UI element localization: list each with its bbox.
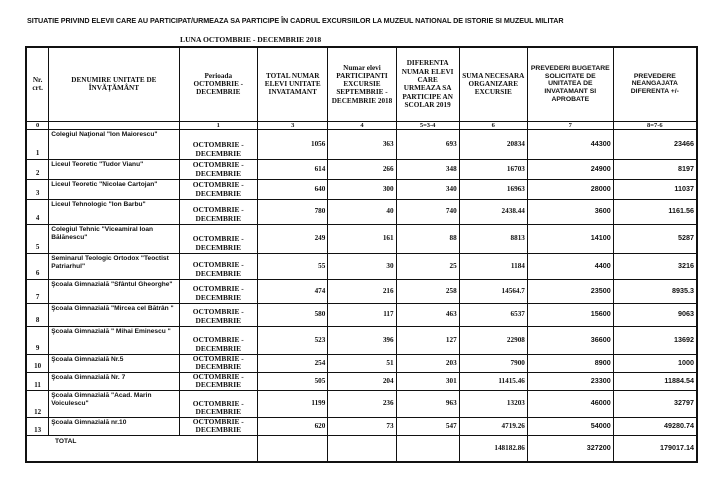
row-number-cell: 10 [26, 354, 49, 372]
school-name-cell: Colegiul Naţional "Ion Maiorescu" [49, 129, 179, 159]
period-cell: OCTOMBRIE - DECEMBRIE [179, 279, 258, 303]
school-name-cell: Şcoala Gimnazială nr.10 [49, 417, 179, 435]
row-number-cell: 13 [26, 417, 49, 435]
period-cell: OCTOMBRIE - DECEMBRIE [179, 129, 258, 159]
row-number-cell: 4 [26, 199, 49, 224]
table-row [26, 279, 697, 303]
approved-budget-cell: 8900 [527, 354, 613, 372]
unallocated-difference-cell: 11884.54 [613, 372, 697, 390]
unallocated-difference-cell: 13692 [613, 326, 697, 354]
difference-cell: 127 [396, 326, 459, 354]
participants-cell: 363 [328, 129, 396, 159]
approved-budget-cell: 46000 [527, 390, 613, 417]
participants-cell: 40 [328, 199, 396, 224]
approved-budget-cell: 4400 [527, 253, 613, 279]
approved-budget-cell: 24900 [527, 159, 613, 179]
table-row [26, 390, 697, 417]
approved-budget-cell: 28000 [527, 179, 613, 199]
unallocated-difference-cell: 1161.56 [613, 199, 697, 224]
header-row [26, 47, 697, 121]
period-cell: OCTOMBRIE - DECEMBRIE [179, 372, 258, 390]
school-name-cell: Şcoala Gimnazială Nr. 7 [49, 372, 179, 390]
difference-cell: 463 [396, 303, 459, 326]
document-title: SITUATIE PRIVIND ELEVII CARE AU PARTICIPAT/URMEAZA SA PARTICIPE ÎN CADRUL EXCURSIILOR LA MUZEUL NATIONAL DE ISTORIE SI MUZEUL MILITAR [27, 16, 564, 25]
unallocated-difference-cell: 8197 [613, 159, 697, 179]
total-budget-cell: 327200 [527, 435, 613, 462]
total-students-cell: 254 [258, 354, 328, 372]
required-sum-cell: 14564.7 [459, 279, 527, 303]
index-cell: 7 [527, 121, 613, 129]
period-cell: OCTOMBRIE - DECEMBRIE [179, 224, 258, 253]
difference-cell: 340 [396, 179, 459, 199]
difference-cell: 88 [396, 224, 459, 253]
total-students-cell: 614 [258, 159, 328, 179]
difference-cell: 547 [396, 417, 459, 435]
header-difference: DIFERENTA NUMAR ELEVI CARE URMEAZA SA PARTICIPE AN SCOLAR 2019 [396, 47, 459, 121]
header-unallocated: PREVEDERE NEANGAJATA DIFERENTA +/- [613, 47, 697, 121]
table-row [26, 372, 697, 390]
table-row [26, 354, 697, 372]
period-cell: OCTOMBRIE - DECEMBRIE [179, 303, 258, 326]
participants-cell: 117 [328, 303, 396, 326]
row-number-cell: 9 [26, 326, 49, 354]
row-number-cell: 7 [26, 279, 49, 303]
header-nr: Nr. crt. [26, 47, 49, 121]
period-cell: OCTOMBRIE - DECEMBRIE [179, 199, 258, 224]
required-sum-cell: 7900 [459, 354, 527, 372]
total-students-cell: 249 [258, 224, 328, 253]
row-number-cell: 5 [26, 224, 49, 253]
index-cell [49, 121, 179, 129]
school-name-cell: Liceul Tehnologic "Ion Barbu" [49, 199, 179, 224]
period-cell: OCTOMBRIE - DECEMBRIE [179, 390, 258, 417]
required-sum-cell: 11415.46 [459, 372, 527, 390]
school-name-cell: Liceul Teoretic "Nicolae Cartojan" [49, 179, 179, 199]
index-cell: 1 [179, 121, 258, 129]
row-number-cell: 2 [26, 159, 49, 179]
total-row [26, 435, 697, 462]
index-cell: 8=7-6 [613, 121, 697, 129]
unallocated-difference-cell: 3216 [613, 253, 697, 279]
table-row [26, 199, 697, 224]
row-number-cell: 6 [26, 253, 49, 279]
row-number-cell: 1 [26, 129, 49, 159]
table-row [26, 159, 697, 179]
participants-cell: 300 [328, 179, 396, 199]
unallocated-difference-cell: 32797 [613, 390, 697, 417]
unallocated-difference-cell: 23466 [613, 129, 697, 159]
participants-cell: 266 [328, 159, 396, 179]
total-empty-cell [328, 435, 396, 462]
total-students-cell: 580 [258, 303, 328, 326]
difference-cell: 963 [396, 390, 459, 417]
index-cell: 3 [258, 121, 328, 129]
required-sum-cell: 4719.26 [459, 417, 527, 435]
table-row [26, 417, 697, 435]
total-students-cell: 640 [258, 179, 328, 199]
difference-cell: 258 [396, 279, 459, 303]
required-sum-cell: 8813 [459, 224, 527, 253]
school-name-cell: Seminarul Teologic Ortodox "Teoctist Patriarhul" [49, 253, 179, 279]
row-number-cell: 8 [26, 303, 49, 326]
header-school-name: DENUMIRE UNITATE DE ÎNVĂŢĂMÂNT [49, 47, 179, 121]
row-number-cell: 11 [26, 372, 49, 390]
total-empty-cell [396, 435, 459, 462]
required-sum-cell: 22908 [459, 326, 527, 354]
unallocated-difference-cell: 5287 [613, 224, 697, 253]
unallocated-difference-cell: 9063 [613, 303, 697, 326]
school-name-cell: Şcoala Gimnazială Nr.5 [49, 354, 179, 372]
participants-cell: 73 [328, 417, 396, 435]
required-sum-cell: 16703 [459, 159, 527, 179]
difference-cell: 693 [396, 129, 459, 159]
participants-cell: 161 [328, 224, 396, 253]
approved-budget-cell: 14100 [527, 224, 613, 253]
students-excursions-table [25, 46, 698, 463]
table-row [26, 326, 697, 354]
table-row [26, 179, 697, 199]
required-sum-cell: 6537 [459, 303, 527, 326]
required-sum-cell: 2438.44 [459, 199, 527, 224]
row-number-cell: 12 [26, 390, 49, 417]
total-students-cell: 620 [258, 417, 328, 435]
approved-budget-cell: 54000 [527, 417, 613, 435]
total-students-cell: 474 [258, 279, 328, 303]
difference-cell: 203 [396, 354, 459, 372]
participants-cell: 51 [328, 354, 396, 372]
document-subtitle: LUNA OCTOMBRIE - DECEMBRIE 2018 [180, 35, 322, 44]
total-students-cell: 523 [258, 326, 328, 354]
difference-cell: 740 [396, 199, 459, 224]
period-cell: OCTOMBRIE - DECEMBRIE [179, 326, 258, 354]
approved-budget-cell: 23300 [527, 372, 613, 390]
school-name-cell: Şcoala Gimnazială "Sfântul Gheorghe" [49, 279, 179, 303]
participants-cell: 30 [328, 253, 396, 279]
school-name-cell: Colegiul Tehnic "Viceamiral Ioan Bălănescu" [49, 224, 179, 253]
header-participants: Numar elevi PARTICIPANTI EXCURSIE SEPTEMBRIE - DECEMBRIE 2018 [328, 47, 396, 121]
unallocated-difference-cell: 11037 [613, 179, 697, 199]
unallocated-difference-cell: 8935.3 [613, 279, 697, 303]
period-cell: OCTOMBRIE - DECEMBRIE [179, 253, 258, 279]
header-budget: PREVEDERI BUGETARE SOLICITATE DE UNITATEA DE INVATAMANT SI APROBATE [527, 47, 613, 121]
total-label: TOTAL [26, 435, 258, 462]
participants-cell: 396 [328, 326, 396, 354]
header-total-students: TOTAL NUMAR ELEVI UNITATE INVATAMANT [258, 47, 328, 121]
table-row [26, 224, 697, 253]
school-name-cell: Liceul Teoretic "Tudor Vianu" [49, 159, 179, 179]
participants-cell: 236 [328, 390, 396, 417]
table-row [26, 303, 697, 326]
index-cell: 4 [328, 121, 396, 129]
period-cell: OCTOMBRIE - DECEMBRIE [179, 179, 258, 199]
required-sum-cell: 13203 [459, 390, 527, 417]
total-students-cell: 55 [258, 253, 328, 279]
total-empty-cell [258, 435, 328, 462]
index-row [26, 121, 697, 129]
period-cell: OCTOMBRIE - DECEMBRIE [179, 159, 258, 179]
header-period: Perioada OCTOMBRIE - DECEMBRIE [179, 47, 258, 121]
difference-cell: 25 [396, 253, 459, 279]
unallocated-difference-cell: 1000 [613, 354, 697, 372]
row-number-cell: 3 [26, 179, 49, 199]
index-cell: 5=3-4 [396, 121, 459, 129]
total-students-cell: 780 [258, 199, 328, 224]
approved-budget-cell: 44300 [527, 129, 613, 159]
index-cell: 0 [26, 121, 49, 129]
unallocated-difference-cell: 49280.74 [613, 417, 697, 435]
participants-cell: 204 [328, 372, 396, 390]
total-students-cell: 1199 [258, 390, 328, 417]
total-students-cell: 1056 [258, 129, 328, 159]
approved-budget-cell: 3600 [527, 199, 613, 224]
approved-budget-cell: 36600 [527, 326, 613, 354]
participants-cell: 216 [328, 279, 396, 303]
difference-cell: 301 [396, 372, 459, 390]
header-sum: SUMA NECESARA ORGANIZARE EXCURSIE [459, 47, 527, 121]
required-sum-cell: 16963 [459, 179, 527, 199]
approved-budget-cell: 23500 [527, 279, 613, 303]
required-sum-cell: 20834 [459, 129, 527, 159]
school-name-cell: Şcoala Gimnazială " Mihai Eminescu " [49, 326, 179, 354]
total-unallocated-cell: 179017.14 [613, 435, 697, 462]
total-students-cell: 505 [258, 372, 328, 390]
period-cell: OCTOMBRIE - DECEMBRIE [179, 417, 258, 435]
approved-budget-cell: 15600 [527, 303, 613, 326]
table-row [26, 253, 697, 279]
difference-cell: 348 [396, 159, 459, 179]
period-cell: OCTOMBRIE - DECEMBRIE [179, 354, 258, 372]
school-name-cell: Şcoala Gimnazială "Mircea cel Bătrân " [49, 303, 179, 326]
required-sum-cell: 1184 [459, 253, 527, 279]
school-name-cell: Şcoala Gimnazială "Acad. Marin Voiculescu" [49, 390, 179, 417]
index-cell: 6 [459, 121, 527, 129]
total-sum-cell: 148182.86 [459, 435, 527, 462]
table-row [26, 129, 697, 159]
